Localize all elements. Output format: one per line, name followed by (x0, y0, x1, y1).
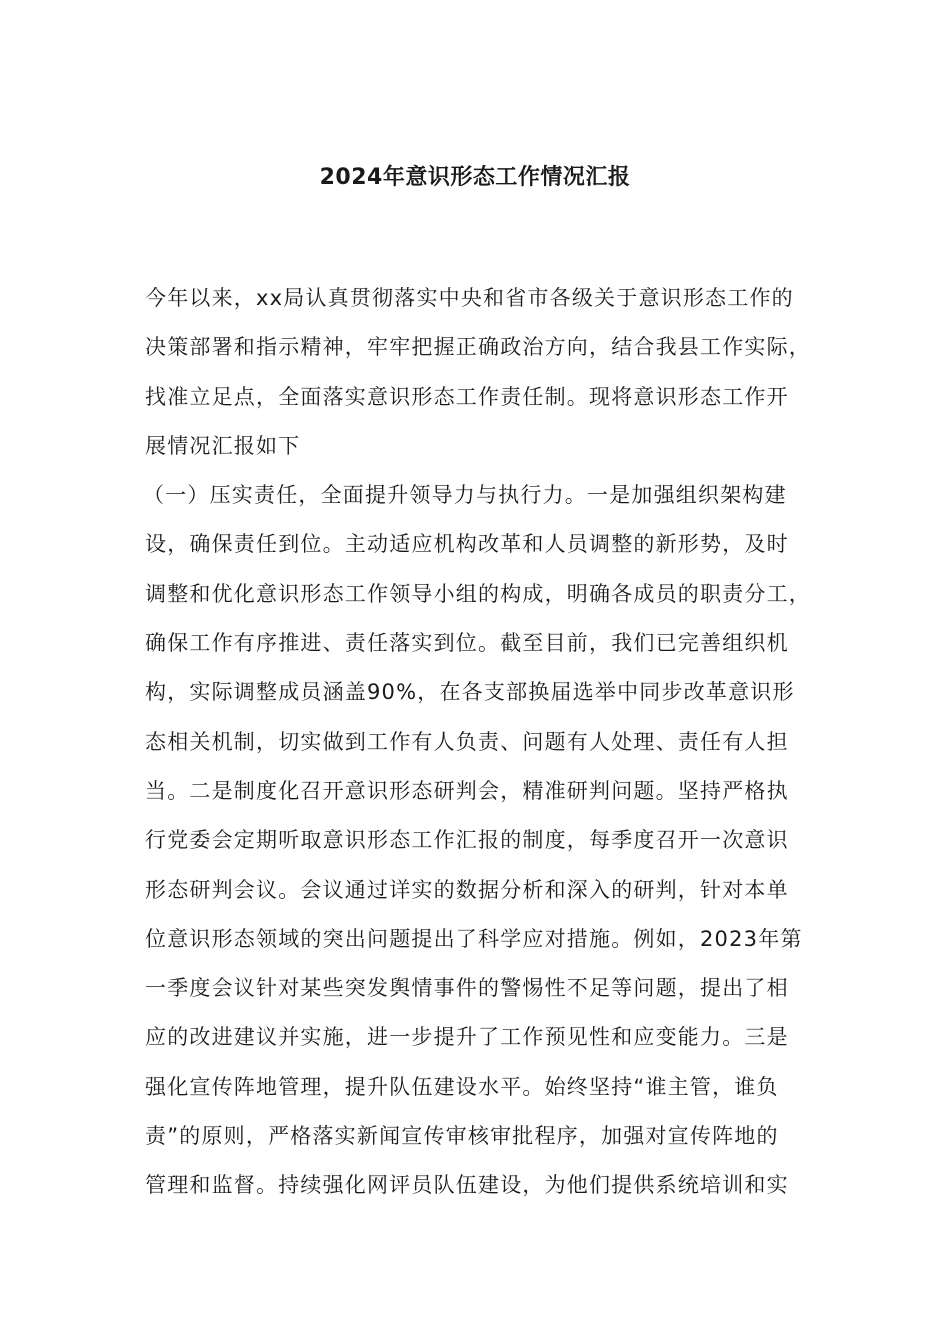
body-line: 设，确保责任到位。主动适应机构改革和人员调整的新形势，及时 (145, 532, 789, 557)
body-line: 展情况汇报如下 (145, 433, 301, 458)
body-line: 位意识形态领域的突出问题提出了科学应对措施。例如，2023年第 (145, 926, 803, 951)
body-line: 强化宣传阵地管理，提升队伍建设水平。始终坚持“谁主管，谁负 (145, 1074, 779, 1099)
body-line: 形态研判会议。会议通过详实的数据分析和深入的研判，针对本单 (145, 877, 789, 902)
body-line: 今年以来，xx局认真贯彻落实中央和省市各级关于意识形态工作的 (145, 286, 794, 310)
body-line: 找准立足点，全面落实意识形态工作责任制。现将意识形态工作开 (145, 384, 789, 409)
body-line: 态相关机制，切实做到工作有人负责、问题有人处理、责任有人担 (145, 729, 789, 754)
body-line: 管理和监督。持续强化网评员队伍建设，为他们提供系统培训和实 (145, 1173, 789, 1198)
body-line: 决策部署和指示精神，牢牢把握正确政治方向，结合我县工作实际， (145, 335, 811, 360)
body-line: 调整和优化意识形态工作领导小组的构成，明确各成员的职责分工， (145, 581, 811, 606)
body-line: 当。二是制度化召开意识形态研判会，精准研判问题。坚持严格执 (145, 778, 789, 803)
body-line: 应的改进建议并实施，进一步提升了工作预见性和应变能力。三是 (145, 1025, 789, 1050)
body-line: 一季度会议针对某些突发舆情事件的警惕性不足等问题，提出了相 (145, 976, 789, 1001)
document-title: 2024年意识形态工作情况汇报 (319, 165, 631, 190)
document-body (145, 280, 815, 1217)
section-heading-line: （一）压实责任，全面提升领导力与执行力。一是加强组织架构建 (143, 483, 787, 508)
body-line: 责”的原则，严格落实新闻宣传审核审批程序，加强对宣传阵地的 (145, 1124, 779, 1149)
body-line: 行党委会定期听取意识形态工作汇报的制度，每季度召开一次意识 (145, 828, 789, 853)
body-line: 确保工作有序推进、责任落实到位。截至目前，我们已完善组织机 (145, 631, 789, 656)
body-line: 构，实际调整成员涵盖90%，在各支部换届选举中同步改革意识形 (145, 680, 795, 705)
